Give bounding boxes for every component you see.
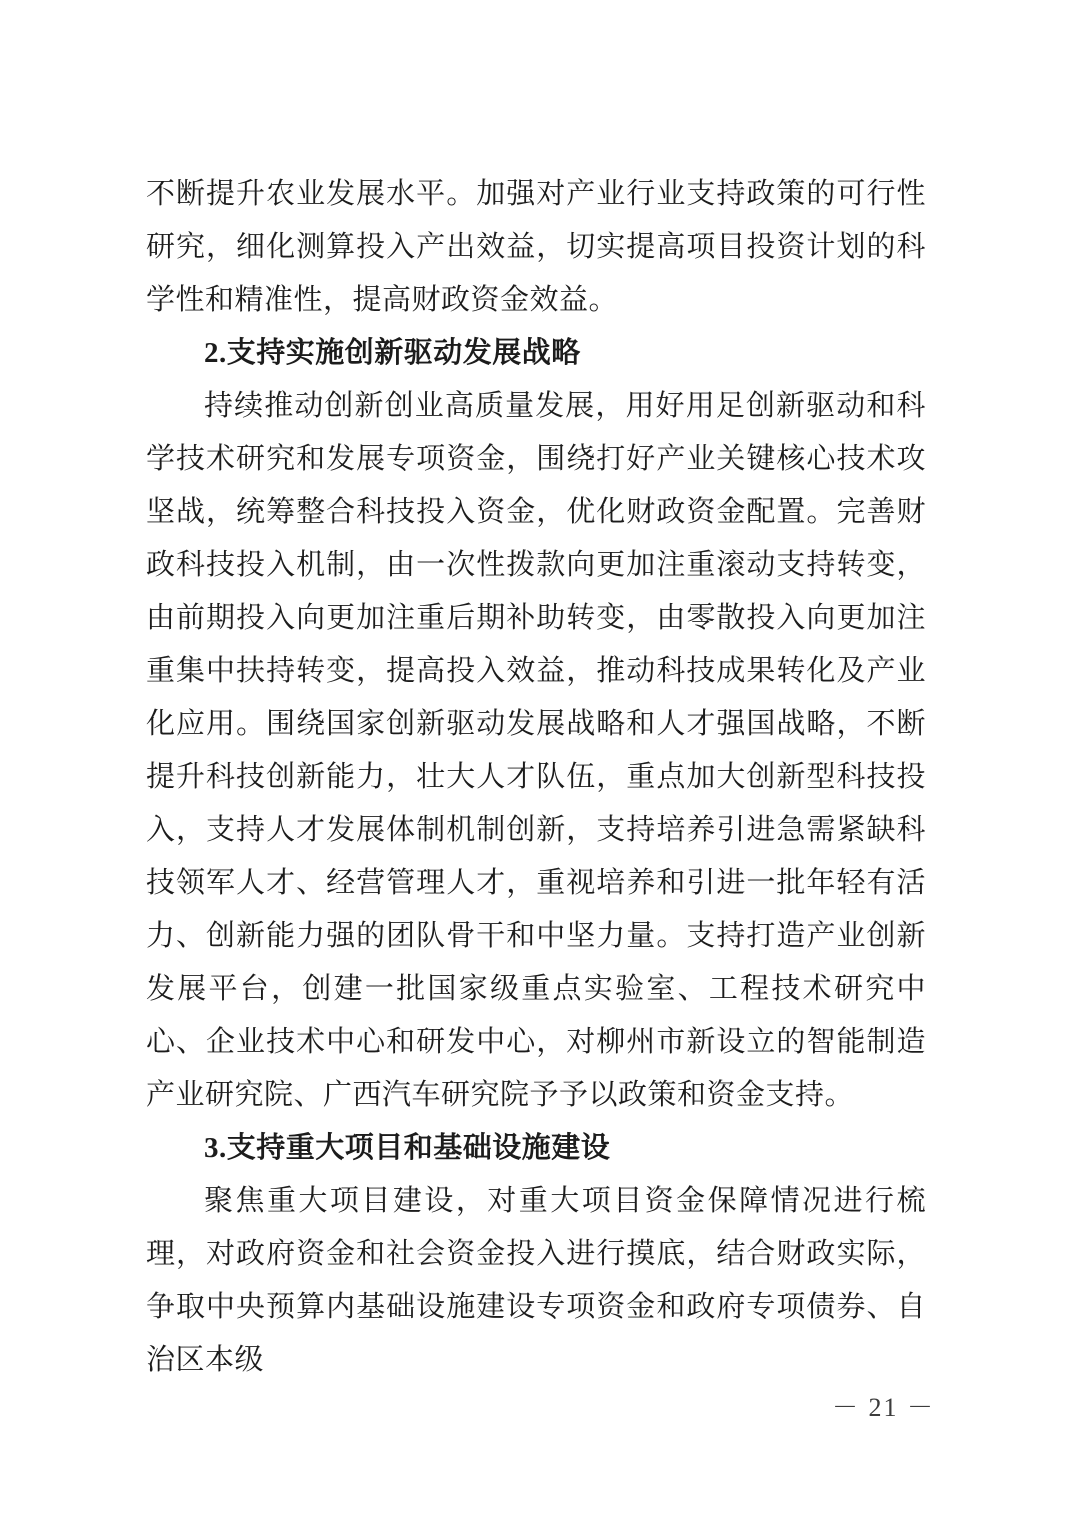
body-paragraph-innovation: 持续推动创新创业高质量发展，用好用足创新驱动和科学技术研究和发展专项资金，围绕打好产业关键核心技术攻坚战，统筹整合科技投入资金，优化财政资金配置。完善财政科技投入机制，由一次性拨款向更加注重滚动支持转变，由前期投入向更加注重后期补助转变，由零散投入向更加注重集中扶持转变，提高投入效益，推动科技成果转化及产业化应用。围绕国家创新驱动发展战略和人才强国战略，不断提升科技创新能力，壮大人才队伍，重点加大创新型科技投入，支持人才发展体制机制创新，支持培养引进急需紧缺科技领军人才、经营管理人才，重视培养和引进一批年轻有活力、创新能力强的团队骨干和中坚力量。支持打造产业创新发展平台，创建一批国家级重点实验室、工程技术研究中心、企业技术中心和研发中心，对柳州市新设立的智能制造产业研究院、广西汽车研究院予予以政策和资金支持。 [146,390,926,1111]
document-body [146,168,926,1387]
body-paragraph-continuation: 不断提升农业发展水平。加强对产业行业支持政策的可行性研究，细化测算投入产出效益，切实提高项目投资计划的科学性和精准性，提高财政资金效益。 [146,178,926,316]
page-number: － 21 － [831,1393,935,1422]
body-paragraph-major-projects: 聚焦重大项目建设，对重大项目资金保障情况进行梳理，对政府资金和社会资金投入进行摸底，结合财政实际，争取中央预算内基础设施建设专项资金和政府专项债券、自治区本级 [146,1185,926,1376]
section-heading-3: 3.支持重大项目和基础设施建设 [204,1132,611,1164]
section-heading-2: 2.支持实施创新驱动发展战略 [204,337,581,369]
